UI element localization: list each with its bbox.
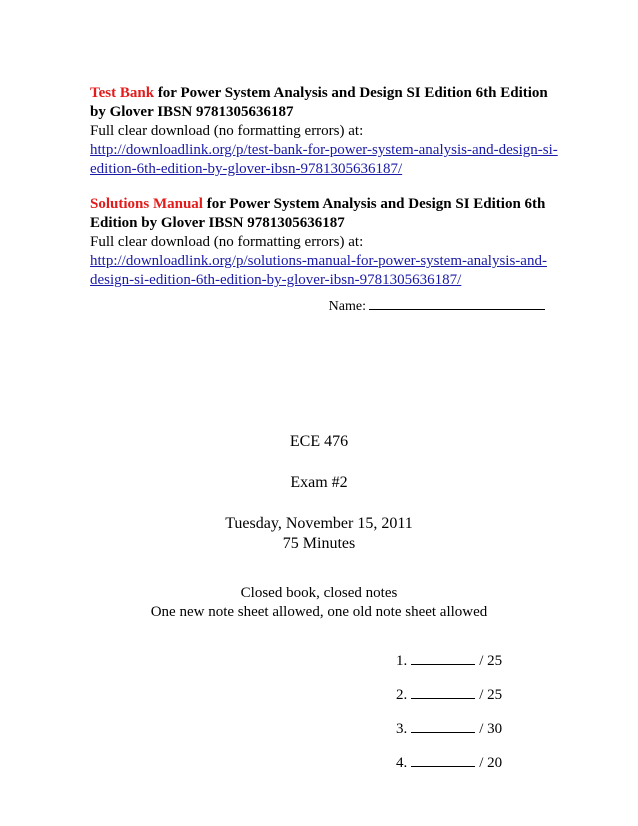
solutions-manual-tag: Solutions Manual <box>90 196 203 212</box>
score-total: / 30 <box>479 721 503 737</box>
solutions-manual-note: Full clear download (no formatting errors) at: <box>90 234 364 250</box>
score-row <box>396 754 502 773</box>
test-bank-note: Full clear download (no formatting errors) at: <box>90 123 364 139</box>
course-title: ECE 476 <box>289 433 349 450</box>
test-bank-tag: Test Bank <box>90 85 155 101</box>
score-row <box>396 652 502 671</box>
score-total: / 20 <box>479 755 503 771</box>
solutions-manual-title-text: for Power System Analysis and Design SI Edition 6th Edition by Glover IBSN 9781305636187 <box>90 196 546 231</box>
name-blank-line[interactable] <box>369 296 545 310</box>
score-row <box>396 686 502 705</box>
exam-rule-books: Closed book, closed notes <box>240 585 398 601</box>
test-bank-title <box>90 84 560 122</box>
solutions-manual-title <box>90 195 560 233</box>
score-blank[interactable] <box>411 686 475 699</box>
exam-rule-notes: One new note sheet allowed, one old note sheet allowed <box>150 604 488 620</box>
score-row <box>396 720 502 739</box>
exam-number: Exam #2 <box>290 474 348 491</box>
solutions-manual-block <box>90 195 560 290</box>
exam-date: Tuesday, November 15, 2011 <box>225 515 413 532</box>
score-number: 3. <box>396 721 408 737</box>
score-blank[interactable] <box>411 652 475 665</box>
score-total: / 25 <box>479 653 503 669</box>
test-bank-link[interactable]: http://downloadlink.org/p/test-bank-for-power-system-analysis-and-design-si-edition-6th-edition-by-glover-ibsn-9781305636187/ <box>90 142 558 177</box>
score-number: 1. <box>396 653 408 669</box>
score-total: / 25 <box>479 687 503 703</box>
test-bank-block <box>90 84 560 179</box>
score-blank[interactable] <box>411 720 475 733</box>
solutions-manual-link[interactable]: http://downloadlink.org/p/solutions-manual-for-power-system-analysis-and-design-si-edition-6th-edition-by-glover-ibsn-9781305636187/ <box>90 253 547 288</box>
score-number: 4. <box>396 755 408 771</box>
test-bank-title-text: for Power System Analysis and Design SI Edition 6th Edition by Glover IBSN 9781305636187 <box>90 85 548 120</box>
score-blank[interactable] <box>411 754 475 767</box>
score-number: 2. <box>396 687 408 703</box>
name-field <box>90 296 545 316</box>
exam-duration: 75 Minutes <box>282 535 356 552</box>
name-label: Name: <box>328 299 366 314</box>
